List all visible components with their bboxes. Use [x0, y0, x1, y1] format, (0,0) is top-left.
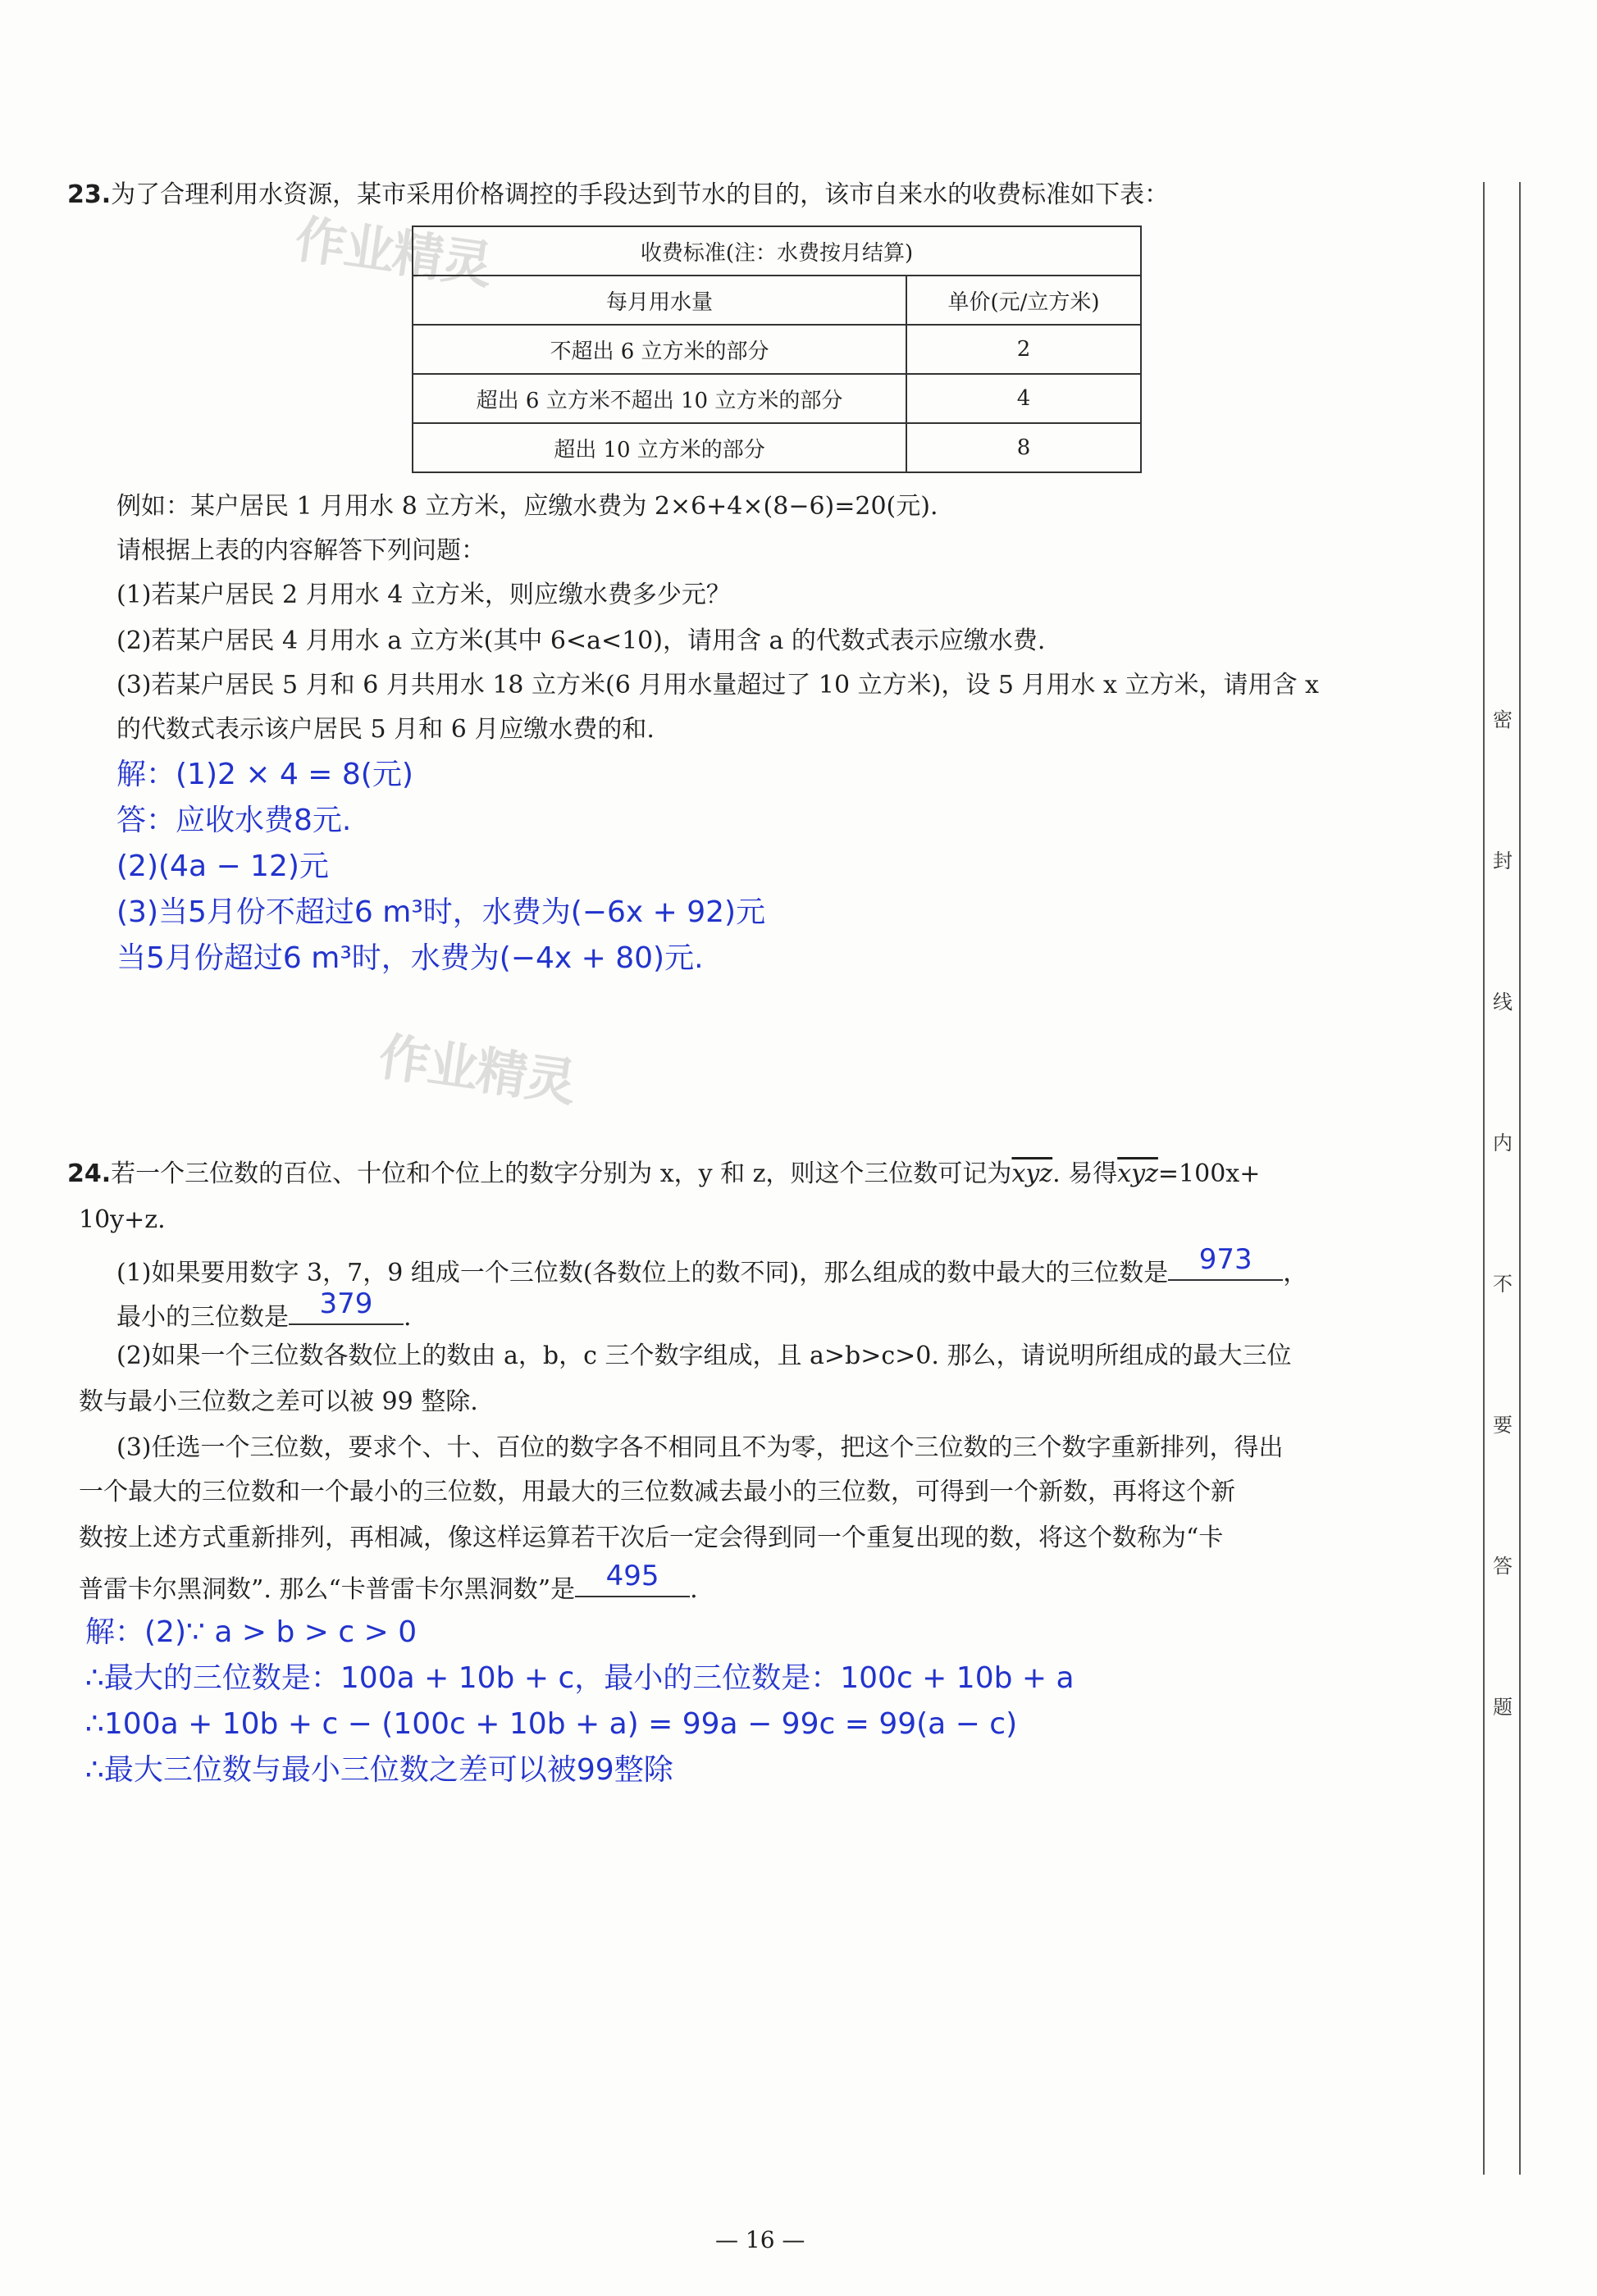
question-24-intro [67, 1158, 1260, 1191]
question-text: 若一个三位数的百位、十位和个位上的数字分别为 x，y 和 z，则这个三位数可记为 [111, 1159, 1012, 1188]
table-header: 每月用水量 [413, 276, 906, 325]
handwritten-answer: 当5月份超过6 m³时，水费为(−4x + 80)元. [116, 941, 704, 975]
question-23-intro [67, 179, 1169, 212]
answer-blank [289, 1287, 404, 1325]
handwritten-answer: ∴最大三位数与最小三位数之差可以被99整除 [85, 1753, 673, 1787]
handwritten-answer: (3)当5月份不超过6 m³时，水费为(−6x + 92)元 [116, 895, 766, 929]
question-part-1 [116, 1243, 1308, 1290]
question-part-3: (3)任选一个三位数，要求个、十、百位的数字各不相同且不为零，把这个三位数的三个数字重新排列，得出 [116, 1433, 1284, 1462]
table-header: 单价(元/立方米) [906, 276, 1141, 325]
table-caption: 收费标准(注：水费按月结算) [413, 226, 1141, 276]
answer-blank [1168, 1243, 1283, 1281]
question-text: =100x+ [1157, 1159, 1261, 1188]
question-part-3: (3)若某户居民 5 月和 6 月共用水 18 立方米(6 月用水量超过了 10 立方米)，设 5 月用水 x 立方米，请用含 x [116, 671, 1319, 699]
margin-char: 密 [1493, 708, 1513, 731]
answer-min: 379 [319, 1287, 373, 1320]
question-part-3-cont: 的代数式表示该户居民 5 月和 6 月应缴水费的和. [116, 715, 655, 744]
page-number: — 16 — [715, 2226, 805, 2253]
question-number: 23. [67, 180, 112, 209]
question-number: 24. [67, 1159, 112, 1188]
handwritten-answer: (2)(4a − 12)元 [116, 850, 329, 883]
margin-char: 封 [1493, 850, 1513, 872]
handwritten-answer: 解：(2)∵ a > b > c > 0 [85, 1615, 418, 1649]
answer-blank [575, 1560, 690, 1597]
margin-char: 内 [1493, 1132, 1513, 1155]
example-text: 例如：某户居民 1 月用水 8 立方米，应缴水费为 2×6+4×(8−6)=20(元). [116, 492, 938, 521]
instruction-text: 请根据上表的内容解答下列问题： [116, 536, 486, 565]
punctuation: . [404, 1303, 412, 1332]
margin-line [1519, 182, 1521, 2175]
question-text: 普雷卡尔黑洞数”. 那么“卡普雷卡尔黑洞数”是 [79, 1575, 576, 1604]
question-part-1-cont [116, 1287, 412, 1334]
punctuation: . [690, 1575, 698, 1604]
handwritten-answer: ∴最大的三位数是：100a + 10b + c，最小的三位数是：100c + 10b + a [85, 1661, 1075, 1695]
question-24-intro-cont: 10y+z. [79, 1205, 166, 1234]
question-part-3-cont [79, 1560, 698, 1606]
question-text: 最小的三位数是 [116, 1303, 289, 1332]
question-text: 为了合理利用水资源，某市采用价格调控的手段达到节水的目的，该市自来水的收费标准如下表： [111, 180, 1170, 209]
margin-line [1483, 182, 1485, 2175]
water-fee-table [412, 226, 1142, 473]
handwritten-answer: 答：应收水费8元. [116, 804, 352, 837]
handwritten-answer: 解：(1)2 × 4 = 8(元) [116, 758, 413, 791]
table-cell: 8 [906, 423, 1141, 472]
handwritten-answer: ∴100a + 10b + c − (100c + 10b + a) = 99a − 99c = 99(a − c) [85, 1707, 1018, 1741]
punctuation: ， [1283, 1259, 1308, 1287]
question-part-2: (2)如果一个三位数各数位上的数由 a，b，c 三个数字组成，且 a>b>c>0. 那么，请说明所组成的最大三位 [116, 1342, 1292, 1370]
answer-max: 973 [1198, 1243, 1253, 1276]
table-cell: 2 [906, 325, 1141, 374]
margin-char: 要 [1493, 1414, 1513, 1437]
digit-notation: $\overline{xyz}$ [1011, 1159, 1053, 1188]
table-cell: 4 [906, 374, 1141, 423]
margin-char: 答 [1493, 1555, 1513, 1578]
margin-char: 不 [1493, 1273, 1513, 1296]
table-cell: 不超出 6 立方米的部分 [413, 325, 906, 374]
margin-char: 题 [1493, 1696, 1513, 1719]
watermark: 作业精灵 [375, 1026, 579, 1114]
question-text: (1)如果要用数字 3，7，9 组成一个三位数(各数位上的数不同)，那么组成的数中最大的三位数是 [116, 1259, 1169, 1287]
question-part-3-cont: 一个最大的三位数和一个最小的三位数，用最大的三位数减去最小的三位数，可得到一个新数，再将这个新 [79, 1478, 1235, 1506]
digit-notation: $\overline{xyz}$ [1117, 1159, 1158, 1188]
question-text: . 易得 [1052, 1159, 1118, 1188]
watermark: 作业精灵 [291, 208, 495, 296]
table-cell: 超出 6 立方米不超出 10 立方米的部分 [413, 374, 906, 423]
question-part-2-cont: 数与最小三位数之差可以被 99 整除. [79, 1387, 478, 1416]
question-part-2: (2)若某户居民 4 月用水 a 立方米(其中 6<a<10)，请用含 a 的代数式表示应缴水费. [116, 626, 1046, 655]
margin-char: 线 [1493, 991, 1513, 1014]
question-part-3-cont: 数按上述方式重新排列，再相减，像这样运算若干次后一定会得到同一个重复出现的数，将这个数称为“卡 [79, 1524, 1224, 1552]
question-part-1: (1)若某户居民 2 月用水 4 立方米，则应缴水费多少元？ [116, 581, 731, 609]
table-cell: 超出 10 立方米的部分 [413, 423, 906, 472]
answer-black-hole: 495 [605, 1560, 659, 1592]
